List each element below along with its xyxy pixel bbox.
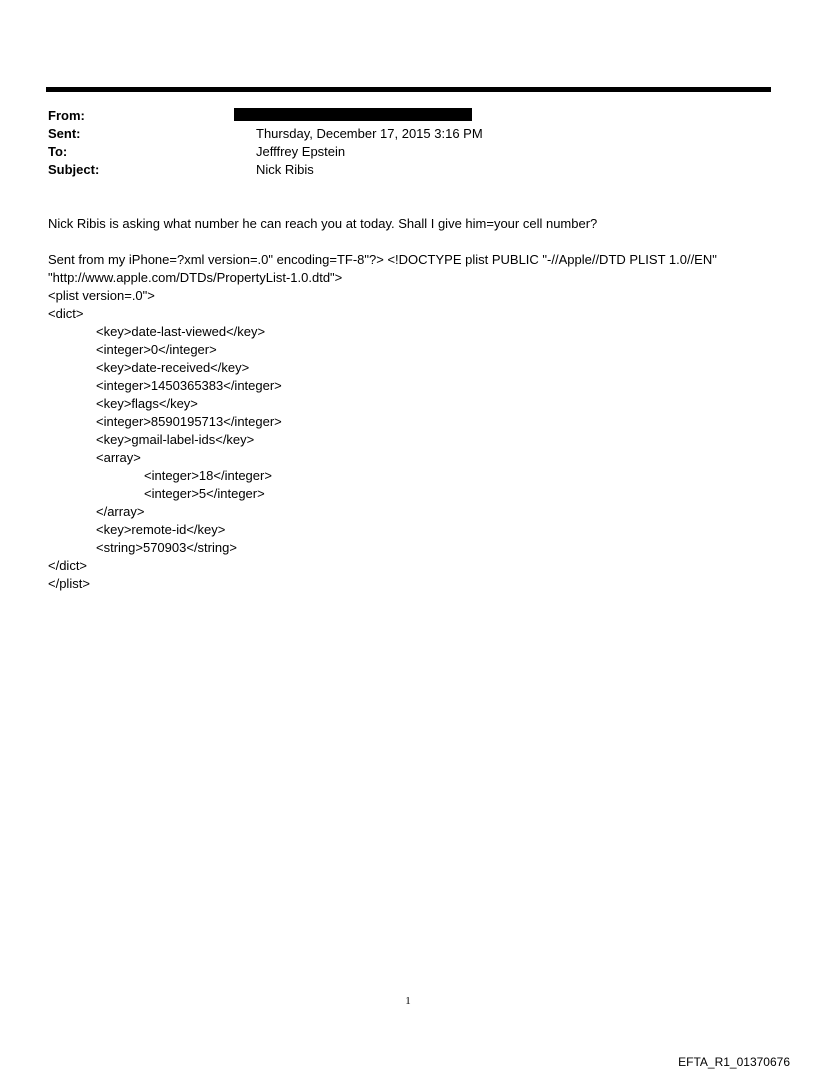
subject-value: Nick Ribis xyxy=(256,162,314,177)
from-label: From: xyxy=(48,108,85,123)
plist-line: <key>date-received</key> xyxy=(96,360,250,375)
to-value: Jefffrey Epstein xyxy=(256,144,346,159)
header-divider xyxy=(46,87,771,92)
sent-value: Thursday, December 17, 2015 3:16 PM xyxy=(256,126,483,141)
message-text: Nick Ribis is asking what number he can reach you at today. Shall I give him=your cell number? xyxy=(48,216,598,231)
signature-line-2: "http://www.apple.com/DTDs/PropertyList-1.0.dtd"> xyxy=(48,270,343,285)
page-number: 1 xyxy=(405,995,411,1007)
redaction-bar xyxy=(234,108,472,121)
plist-line: </array> xyxy=(96,504,145,519)
plist-line: <key>flags</key> xyxy=(96,396,198,411)
plist-line: <integer>18</integer> xyxy=(144,468,272,483)
plist-line: <key>gmail-label-ids</key> xyxy=(96,432,255,447)
plist-line: </plist> xyxy=(48,576,90,591)
plist-line: <string>570903</string> xyxy=(96,540,237,555)
plist-line: <dict> xyxy=(48,306,84,321)
plist-line: <integer>1450365383</integer> xyxy=(96,378,282,393)
plist-line: <integer>8590195713</integer> xyxy=(96,414,282,429)
document-id: EFTA_R1_01370676 xyxy=(678,1055,790,1069)
sent-label: Sent: xyxy=(48,126,81,141)
plist-line: <key>date-last-viewed</key> xyxy=(96,324,266,339)
plist-line: <plist version=.0"> xyxy=(48,288,155,303)
to-label: To: xyxy=(48,144,68,159)
plist-line: </dict> xyxy=(48,558,88,573)
signature-line-1: Sent from my iPhone=?xml version=.0" encoding=TF-8"?> <!DOCTYPE plist PUBLIC "-//Apple//DTD PLIST 1.0//EN" xyxy=(48,252,717,267)
plist-line: <integer>0</integer> xyxy=(96,342,217,357)
plist-line: <array> xyxy=(96,450,141,465)
plist-line: <integer>5</integer> xyxy=(144,486,265,501)
subject-label: Subject: xyxy=(48,162,100,177)
plist-line: <key>remote-id</key> xyxy=(96,522,226,537)
